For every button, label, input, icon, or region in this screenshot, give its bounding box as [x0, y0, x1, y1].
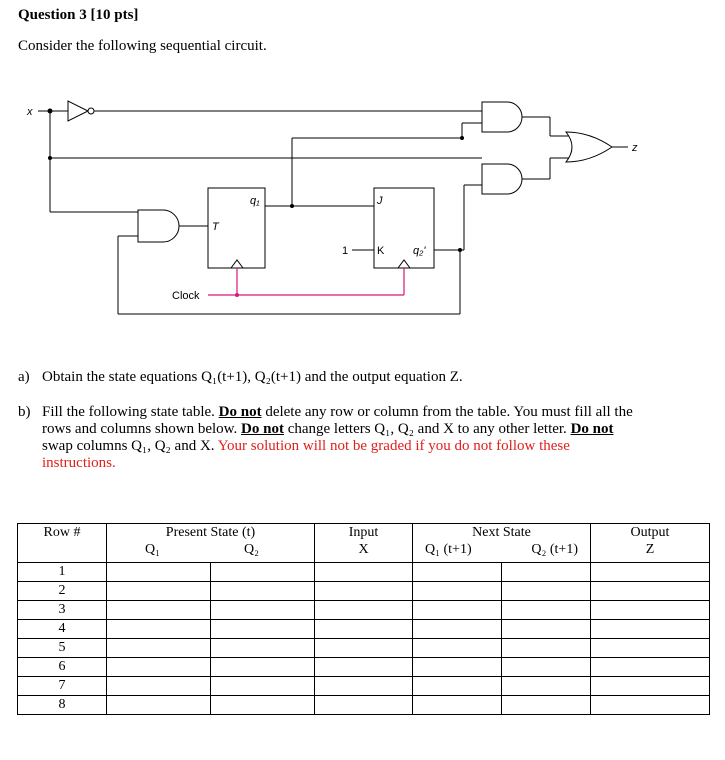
table-row [18, 658, 710, 677]
cell-q1-next[interactable] [413, 620, 502, 639]
row-number: 8 [18, 696, 107, 715]
question-intro: Consider the following sequential circuit. [18, 38, 267, 54]
sequential-circuit-diagram [0, 90, 725, 330]
cell-q1[interactable] [107, 563, 211, 582]
header-q2-next: Q₂ (t+1) [531, 542, 578, 557]
header-present-state: Present State (t) Q₁ Q₂ [107, 524, 315, 563]
row-number: 3 [18, 601, 107, 620]
cell-z[interactable] [591, 639, 710, 658]
q2-prime-label: q₂' [413, 245, 426, 257]
cell-q2[interactable] [211, 563, 315, 582]
cell-x[interactable] [315, 639, 413, 658]
cell-q1-next[interactable] [413, 582, 502, 601]
cell-q2-next[interactable] [502, 620, 591, 639]
part-a-text: Obtain the state equations Q₁(t+1), Q₂(t+1) and the output equation Z. [42, 369, 463, 385]
cell-x[interactable] [315, 677, 413, 696]
z-label: z [632, 142, 638, 154]
row-number: 7 [18, 677, 107, 696]
cell-x[interactable] [315, 601, 413, 620]
row-number: 5 [18, 639, 107, 658]
cell-q1[interactable] [107, 696, 211, 715]
cell-z[interactable] [591, 601, 710, 620]
one-label: 1 [342, 245, 349, 257]
table-row [18, 620, 710, 639]
cell-q1-next[interactable] [413, 639, 502, 658]
cell-q2[interactable] [211, 620, 315, 639]
cell-q2[interactable] [211, 658, 315, 677]
cell-x[interactable] [315, 696, 413, 715]
part-b-text: Fill the following state table. Do not delete any row or column from the table. You must fill all the rows and columns shown below. Do not change letters Q₁, Q₂ and X to any other letter. Do not swap columns Q₁, Q₂ and X. Your solution will not be graded if you do not follow these instructions. [42, 404, 633, 471]
header-output: Output Z [591, 524, 710, 563]
part-b-label: b) [18, 404, 31, 420]
cell-z[interactable] [591, 677, 710, 696]
row-number: 1 [18, 563, 107, 582]
row-number: 6 [18, 658, 107, 677]
cell-q2[interactable] [211, 582, 315, 601]
table-row [18, 639, 710, 658]
cell-q2-next[interactable] [502, 639, 591, 658]
cell-x[interactable] [315, 658, 413, 677]
header-next-state: Next State Q₁ (t+1) Q₂ (t+1) [413, 524, 591, 563]
table-row [18, 582, 710, 601]
cell-q2-next[interactable] [502, 563, 591, 582]
cell-q1-next[interactable] [413, 601, 502, 620]
cell-q1[interactable] [107, 639, 211, 658]
header-input: Input X [315, 524, 413, 563]
t-label: T [212, 221, 219, 233]
table-row [18, 601, 710, 620]
table-row [18, 563, 710, 582]
cell-x[interactable] [315, 563, 413, 582]
q1-label: q₁ [250, 195, 260, 207]
cell-z[interactable] [591, 563, 710, 582]
cell-q1-next[interactable] [413, 696, 502, 715]
cell-q2[interactable] [211, 639, 315, 658]
cell-q2[interactable] [211, 601, 315, 620]
cell-q2-next[interactable] [502, 677, 591, 696]
cell-q1[interactable] [107, 582, 211, 601]
j-label: J [377, 195, 383, 207]
row-number: 4 [18, 620, 107, 639]
cell-q2[interactable] [211, 696, 315, 715]
question-title: Question 3 [10 pts] [18, 7, 139, 23]
cell-q2-next[interactable] [502, 696, 591, 715]
cell-q1-next[interactable] [413, 563, 502, 582]
k-label: K [377, 245, 385, 257]
cell-z[interactable] [591, 658, 710, 677]
cell-z[interactable] [591, 582, 710, 601]
header-q2: Q₂ [244, 542, 259, 557]
cell-z[interactable] [591, 696, 710, 715]
cell-q2-next[interactable] [502, 582, 591, 601]
x-label: x [27, 106, 33, 118]
header-q1-next: Q₁ (t+1) [425, 542, 472, 557]
cell-z[interactable] [591, 620, 710, 639]
cell-q1-next[interactable] [413, 658, 502, 677]
cell-q2-next[interactable] [502, 658, 591, 677]
cell-q1[interactable] [107, 658, 211, 677]
clock-label: Clock [172, 290, 200, 302]
cell-q1-next[interactable] [413, 677, 502, 696]
header-x: X [358, 542, 369, 557]
header-q1: Q₁ [145, 542, 160, 557]
cell-q1[interactable] [107, 620, 211, 639]
cell-q1[interactable] [107, 677, 211, 696]
state-table-header [18, 524, 710, 563]
cell-x[interactable] [315, 582, 413, 601]
cell-q2[interactable] [211, 677, 315, 696]
table-row [18, 696, 710, 715]
header-row-number: Row # [18, 524, 107, 563]
cell-q2-next[interactable] [502, 601, 591, 620]
part-a-label: a) [18, 369, 30, 385]
header-z: Z [645, 542, 655, 557]
row-number: 2 [18, 582, 107, 601]
state-table [17, 523, 710, 715]
cell-x[interactable] [315, 620, 413, 639]
table-row [18, 677, 710, 696]
cell-q1[interactable] [107, 601, 211, 620]
